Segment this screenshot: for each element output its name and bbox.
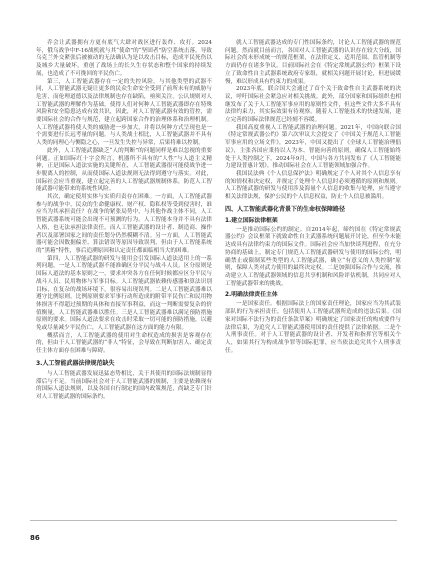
body-paragraph: 此外，人工智能武器缺乏“人的判断”的问题同样是难以忽视的重要问题。正如国际红十字会所言，机器所不具有的“人性”与人道主义精神，正是国际人道法实施的关键所在，人工智能武器很可能使战争进一步脱离人的控制，从而使国际人道法规则无法得到遵守与落实。对此，国际社会应当重视，建立起完善的人工智能武器规制体系，防范人工智能武器可能带来的系统性风险。 [36,147,212,193]
footer-divider [30,520,397,521]
body-paragraph: 第四，人工智能武器的研发与使用会引发国际人道法适用上的一系列问题。一是人工智能武器不能准确区分平民与战斗人员。区分原则是国际人道法的基本原则之一，要求冲突各方在任何时候都应区分平民与战斗人员、民用物体与军事目标。人工智能武器依赖传感器和算法识别目标，在复杂的战场环境下，很容易出现误判。二是人工智能武器难以遵守比例原则。比例原则要求军事行动所造成的附带平民伤亡和民用物体损害不得超过预期的具体和直接军事利益，而这一判断需要复杂的价值衡量，人工智能武器难以胜任。三是人工智能武器难以满足预防措施原则的要求。国际人道法要求在攻击时采取一切可能的预防措施，以避免或尽量减少平民伤亡，人工智能武器在这方面的能力有限。 [36,255,212,332]
section-heading: 3.人工智能武器法律规范缺失 [36,359,115,367]
body-paragraph: 2023年底，联合国大会通过了首个关于致命性自主武器系统的决议，呼吁国际社会紧急应对相关挑战。此外，部分国家和国际组织也相继发布了关于人工智能军事应用的原则性文件，但这些文件大多不具有法律约束力，其实际效果有待观察。随着人工智能技术的快速发展，建立完善的国际法律规范已经刻不容缓。 [225,86,401,124]
body-paragraph: 我国高度重视人工智能武器的治理问题。2021年，中国向联合国《特定常规武器公约》第六次审议大会提交了《中国关于规范人工智能军事应用的立场文件》，2023年，中国又提出了《全球人工智能治理倡议》，主张各国应秉持以人为本、智能向善的原则，确保人工智能始终处于人类控制之下。2024年9月，中国与各方共同发布了《人工智能能力建设普惠计划》，推动国际社会在人工智能领域加强合作。 [225,124,401,170]
subsection-heading: 1.建立国际法律框架 [225,217,278,224]
body-paragraph: 一是推动国际公约的制定。自2014年起，缔约国在《特定常规武器公约》会议框架下就致命性自主武器系统问题展开讨论，但至今未能达成具有法律约束力的国际文件。国际社会应当加快谈判进程，在充分协商的基础上，制定专门规范人工智能武器研发与使用的国际公约，明确禁止或限制某些类型的人工智能武器，确立“有意义的人类控制”原则，保障人类对武力使用的最终决定权。二是加强国际合作与交流，推动建立人工智能武器领域的信息共享机制和风险评估机制，共同应对人工智能武器带来的挑战。 [225,226,401,287]
body-paragraph: 概括而言，人工智能武器的使用对生命权造成的损害是客观存在的，但由于人工智能武器的“非人”特征，会导致在判断加害人、确定责任主体方面存在困难与障碍。 [36,332,212,355]
page-number: 86 [30,534,40,542]
body-paragraph: 其次，确定使用实体与实质归责存在困难。一方面，人工智能武器参与的战争中，民众的生命健康权、财产权、隐私权等受到侵害时，谁应当为其承担责任？在战争的紧张局势中，与其他作战主体不同，人工智能武器系统可能会出现不可预测的行为。人工智能本身并不具有法律人格，也无法承担法律责任，而人工智能武器的设计者、制造商、操作者以及部署国家之间的责任划分仍然模糊不清。另一方面，人工智能武器可能会因数据偏差、算法错误等原因导致误判，但由于人工智能系统的“黑箱”特性，事后追溯原因和认定责任都面临相当大的困难。 [36,194,212,254]
body-paragraph: 乔会让武器拥有方更有底气大肆对战区进行轰炸、攻打。2024年，俄乌战争中F-16战机就与其“使命”的“坚固者”防空系统击落，导致乌克兰外交紧张后被被动的无法确认为是以攻击目标，造成平民死伤以及城乡大量破坏，重创了战场上的长久生存状态和整个国家的持续发展，也造成了不可挽回的平民伤亡。 [36,40,212,77]
body-paragraph: 第三，人工智能武器存在一定的失控风险。与其他类型的武器不同，人工智能武器无疑让更多的民众生命安全受到了前所未有的威胁与危害，而伦理道德以及法律规制也存在缺陷，亟须关注。公认规则对人工智能武器的理解作为基础，使得人们对何种人工智能武器即存在特殊风险和安全隐患达成有效共识，因此，对人工智能武器有效的管控，需要国际社会的合作与规范，建立起跨国家合作的治理体系和治理机制。人工智能武器将使人类的威胁进一步加大，并将以何种方式呈现也是一个需要进行长远考量的问题。与人类战士相比，人工智能武器并不具有人类的同理心与恻隐之心，一旦发生失控与异常，后果将难以控制。 [36,78,212,147]
subsection-heading: 2.明确法律责任主体 [225,292,278,299]
left-column [36,40,212,402]
section-heading: 四、人工智能武器化背景下的生命权保障路径 [225,205,346,213]
body-paragraph: 我国民法典《个人信息保护法》明确规定了个人对其个人信息享有的知情权和决定权，并规定了处理个人信息时必须遵循的原则和规则。人工智能武器的研发与使用涉及海量个人信息的收集与处理，应当遵守相关法律法规，保护公民的个人信息权益，防止个人信息被滥用。 [225,170,401,201]
body-paragraph: 就人工智能武器达成的专门性国际条约，讨论人工智能武器的规范问题。然而就目前而言，各国对人工智能武器的认识存在较大分歧，国际社会尚未形成统一的规范框架，在法律定义、适用范围、监管机制等方面仍存在诸多争议。目前国际社会在《特定常规武器公约》框架下设立了致命性自主武器系统政府专家组，就相关问题开展讨论，但进展缓慢，难以形成具有约束力的成果。 [225,40,401,85]
body-paragraph: 一是国家责任。根据国际法上的国家责任理论，国家应当为其武装部队的行为承担责任，包括使用人工智能武器所造成的违法后果。《国家对国际不法行为的责任条款草案》明确规定了国家责任的构成要件与法律后果，为追究人工智能武器使用国的责任提供了法律依据。二是个人刑事责任。对于人工智能武器的设计者、开发者和指挥官等相关个人，如果其行为构成战争罪等国际犯罪，应当依法追究其个人刑事责任。 [225,301,401,354]
body-paragraph: 与人工智能武器发展迅猛态势相比，关于其使用的国际法规制显得滞后与不足。当前国际社会对于人工智能武器的规制，主要是依赖现有的国际人道法规则，以及各国自行制定的国内政策规范，尚缺乏专门针对人工智能武器的国际条约。 [36,370,212,400]
right-column [225,40,401,355]
